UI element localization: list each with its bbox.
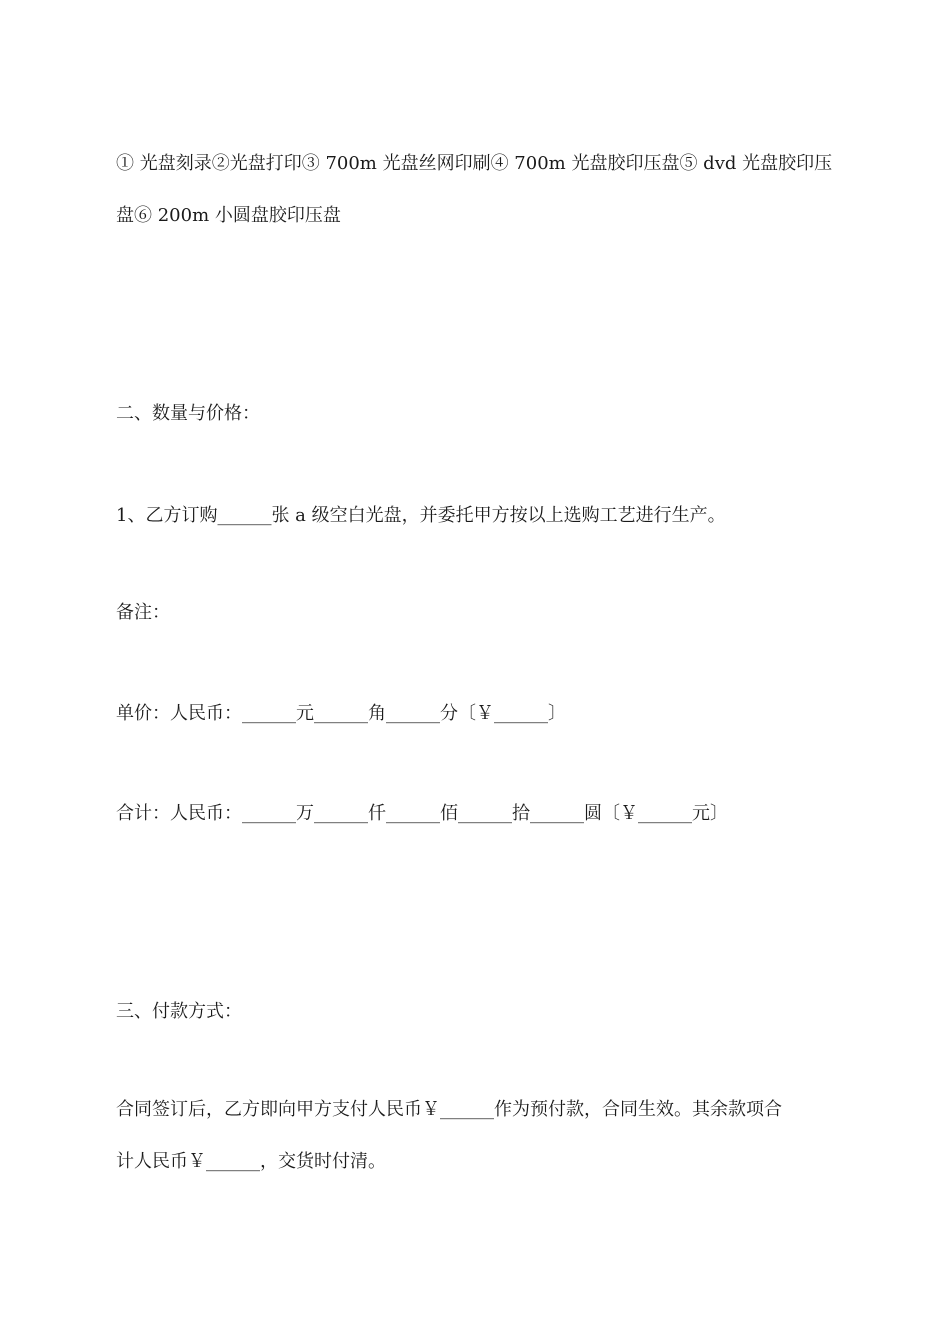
remark-label: 备注： xyxy=(116,602,170,623)
section-heading-quantity-price: 二、数量与价格： xyxy=(116,403,260,424)
unit-price-line: 单价：人民币：______元______角______分〔￥______〕 xyxy=(116,703,566,724)
process-options-line-1: ① 光盘刻录②光盘打印③ 700m 光盘丝网印刷④ 700m 光盘胶印压盘⑤ dvd 光盘胶印压 xyxy=(116,153,833,174)
total-price-line: 合计：人民币：______万______仟______佰______拾______圆〔￥______元〕 xyxy=(116,803,728,824)
order-quantity-clause: 1、乙方订购______张 a 级空白光盘，并委托甲方按以上选购工艺进行生产。 xyxy=(116,505,726,526)
process-options-line-2: 盘⑥ 200m 小圆盘胶印压盘 xyxy=(116,205,341,226)
payment-clause-line-2: 计人民币￥______，交货时付清。 xyxy=(116,1151,386,1172)
payment-clause-line-1: 合同签订后，乙方即向甲方支付人民币￥______作为预付款，合同生效。其余款项合 xyxy=(116,1099,782,1120)
section-heading-payment: 三、付款方式： xyxy=(116,1001,242,1022)
